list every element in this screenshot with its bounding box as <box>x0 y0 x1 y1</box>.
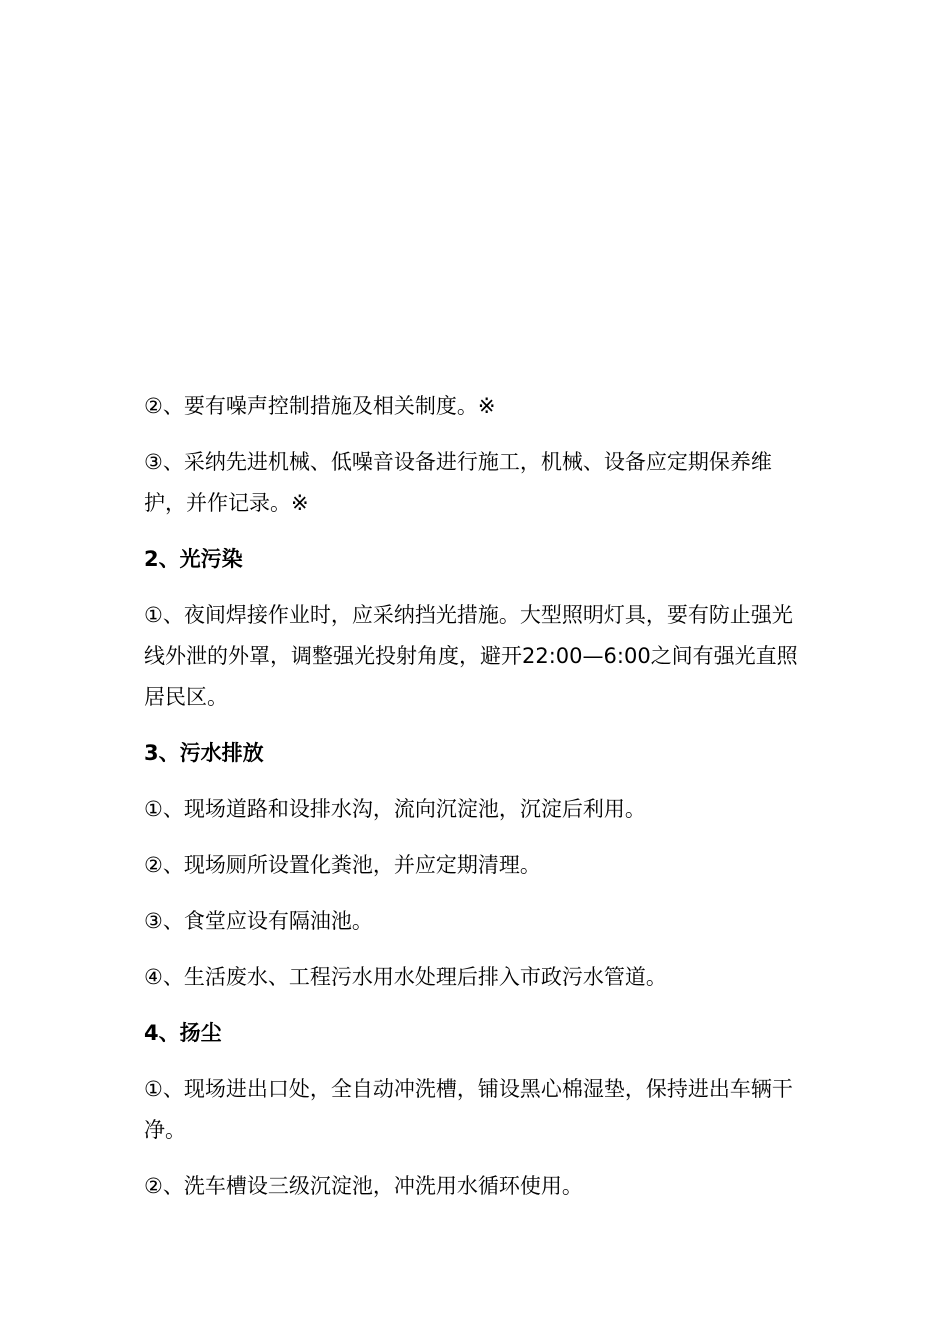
section-heading-light-pollution: 2、光污染 <box>144 547 243 571</box>
noise-control-item-3: ③、采纳先进机械、低噪音设备进行施工，机械、设备应定期保养维护，并作记录。※ <box>144 450 772 515</box>
sewage-item-2: ②、现场厕所设置化粪池，并应定期清理。 <box>144 853 541 877</box>
noise-control-item-2: ②、要有噪声控制措施及相关制度。※ <box>144 394 496 418</box>
sewage-item-3: ③、食堂应设有隔油池。 <box>144 909 373 933</box>
sewage-item-1: ①、现场道路和设排水沟，流向沉淀池，沉淀后利用。 <box>144 797 646 821</box>
section-heading-sewage-discharge: 3、污水排放 <box>144 741 264 765</box>
sewage-item-4: ④、生活废水、工程污水用水处理后排入市政污水管道。 <box>144 965 667 989</box>
document-body <box>144 386 809 1222</box>
dust-item-2: ②、洗车槽设三级沉淀池，冲洗用水循环使用。 <box>144 1174 583 1198</box>
dust-item-1: ①、现场进出口处，全自动冲洗槽，铺设黑心棉湿垫，保持进出车辆干净。 <box>144 1077 793 1142</box>
section-heading-dust: 4、扬尘 <box>144 1021 222 1045</box>
light-pollution-item-1: ①、夜间焊接作业时，应采纳挡光措施。大型照明灯具，要有防止强光线外泄的外罩，调整强光投射角度，避开22:00—6:00之间有强光直照居民区。 <box>144 603 798 709</box>
